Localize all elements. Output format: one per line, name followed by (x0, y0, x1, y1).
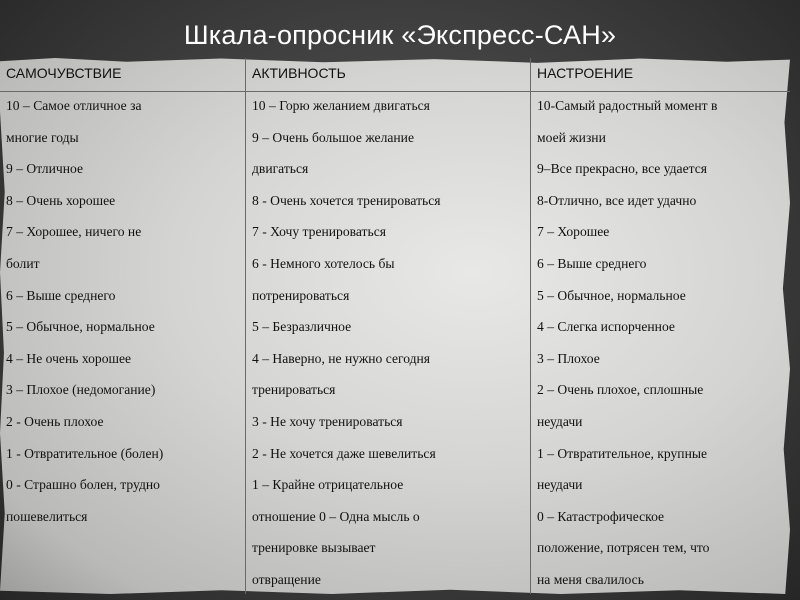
table-line: 0 - Страшно болен, трудно (6, 477, 160, 493)
table-line: 7 - Хочу тренироваться (252, 224, 386, 240)
table-line: 1 – Отвратительное, крупные (537, 445, 708, 461)
header-mood: НАСТРОЕНИЕ (530, 58, 790, 92)
table-line: 0 – Катастрофическое (537, 508, 665, 524)
table-line: 10 – Горю желанием двигаться (252, 98, 430, 113)
table-line: 1 – Крайне отрицательное (252, 477, 404, 493)
table-line: двигаться (252, 161, 309, 177)
column-wellbeing (0, 90, 245, 594)
table-line: 2 - Не хочется даже шевелиться (252, 445, 436, 461)
table-line: многие годы (6, 129, 79, 145)
table-line: потренироваться (252, 287, 350, 303)
table-line: 4 – Слегка испорченное (537, 319, 675, 335)
header-wellbeing: САМОЧУВСТВИЕ (0, 58, 245, 92)
table-line: 1 - Отвратительное (болен) (6, 445, 164, 461)
header-activity: АКТИВНОСТЬ (245, 58, 530, 92)
table-line: 6 – Выше среднего (537, 255, 647, 271)
table-line: 9 – Отличное (6, 161, 83, 177)
table-line: 4 – Наверно, не нужно сегодня (252, 350, 431, 366)
slide-title: Шкала-опросник «Экспресс-САН» (183, 20, 617, 50)
table-line: неудачи (537, 413, 583, 429)
table-line: 2 – Очень плохое, сплошные (537, 382, 704, 398)
table-line: отвращение (252, 571, 321, 587)
scale-table (0, 58, 790, 594)
table-line: 3 – Плохое (537, 350, 600, 366)
table-line: 9 – Очень большое желание (252, 129, 414, 145)
table-line: 9–Все прекрасно, все удается (537, 161, 708, 177)
table-line: 5 – Обычное, нормальное (537, 287, 686, 303)
table-line: 8 – Очень хорошее (6, 192, 116, 208)
table-line: 4 – Не очень хорошее (6, 350, 132, 366)
table-line: 5 – Обычное, нормальное (6, 319, 155, 335)
table-line: 6 - Немного хотелось бы (252, 255, 395, 271)
table-line: 3 - Не хочу тренироваться (252, 413, 403, 429)
table-line: 5 – Безразличное (252, 319, 352, 335)
table-line: 10 – Самое отличное за (6, 98, 142, 113)
table-line: тренироваться (252, 382, 336, 398)
table-line: положение, потрясен тем, что (537, 540, 710, 556)
table-line: 10-Самый радостный момент в (537, 98, 718, 113)
table-line: тренировке вызывает (252, 540, 376, 556)
table-line: болит (6, 255, 40, 271)
table-line: 8 - Очень хочется тренироваться (252, 192, 441, 208)
table-line: 3 – Плохое (недомогание) (6, 382, 156, 398)
table-line: 7 – Хорошее, ничего не (6, 224, 142, 240)
table-line: отношение 0 – Одна мысль о (252, 508, 420, 524)
table-line: пошевелиться (6, 508, 88, 524)
table-line: на меня свалилось (537, 571, 644, 587)
table-line: 8-Отлично, все идет удачно (537, 192, 697, 208)
table-line: моей жизни (537, 129, 606, 145)
table-line: 2 - Очень плохое (6, 413, 104, 429)
table-line: 7 – Хорошее (537, 224, 610, 240)
column-mood (530, 90, 790, 594)
table-line: неудачи (537, 477, 583, 493)
table-line: 6 – Выше среднего (6, 287, 116, 303)
column-activity (245, 90, 530, 594)
